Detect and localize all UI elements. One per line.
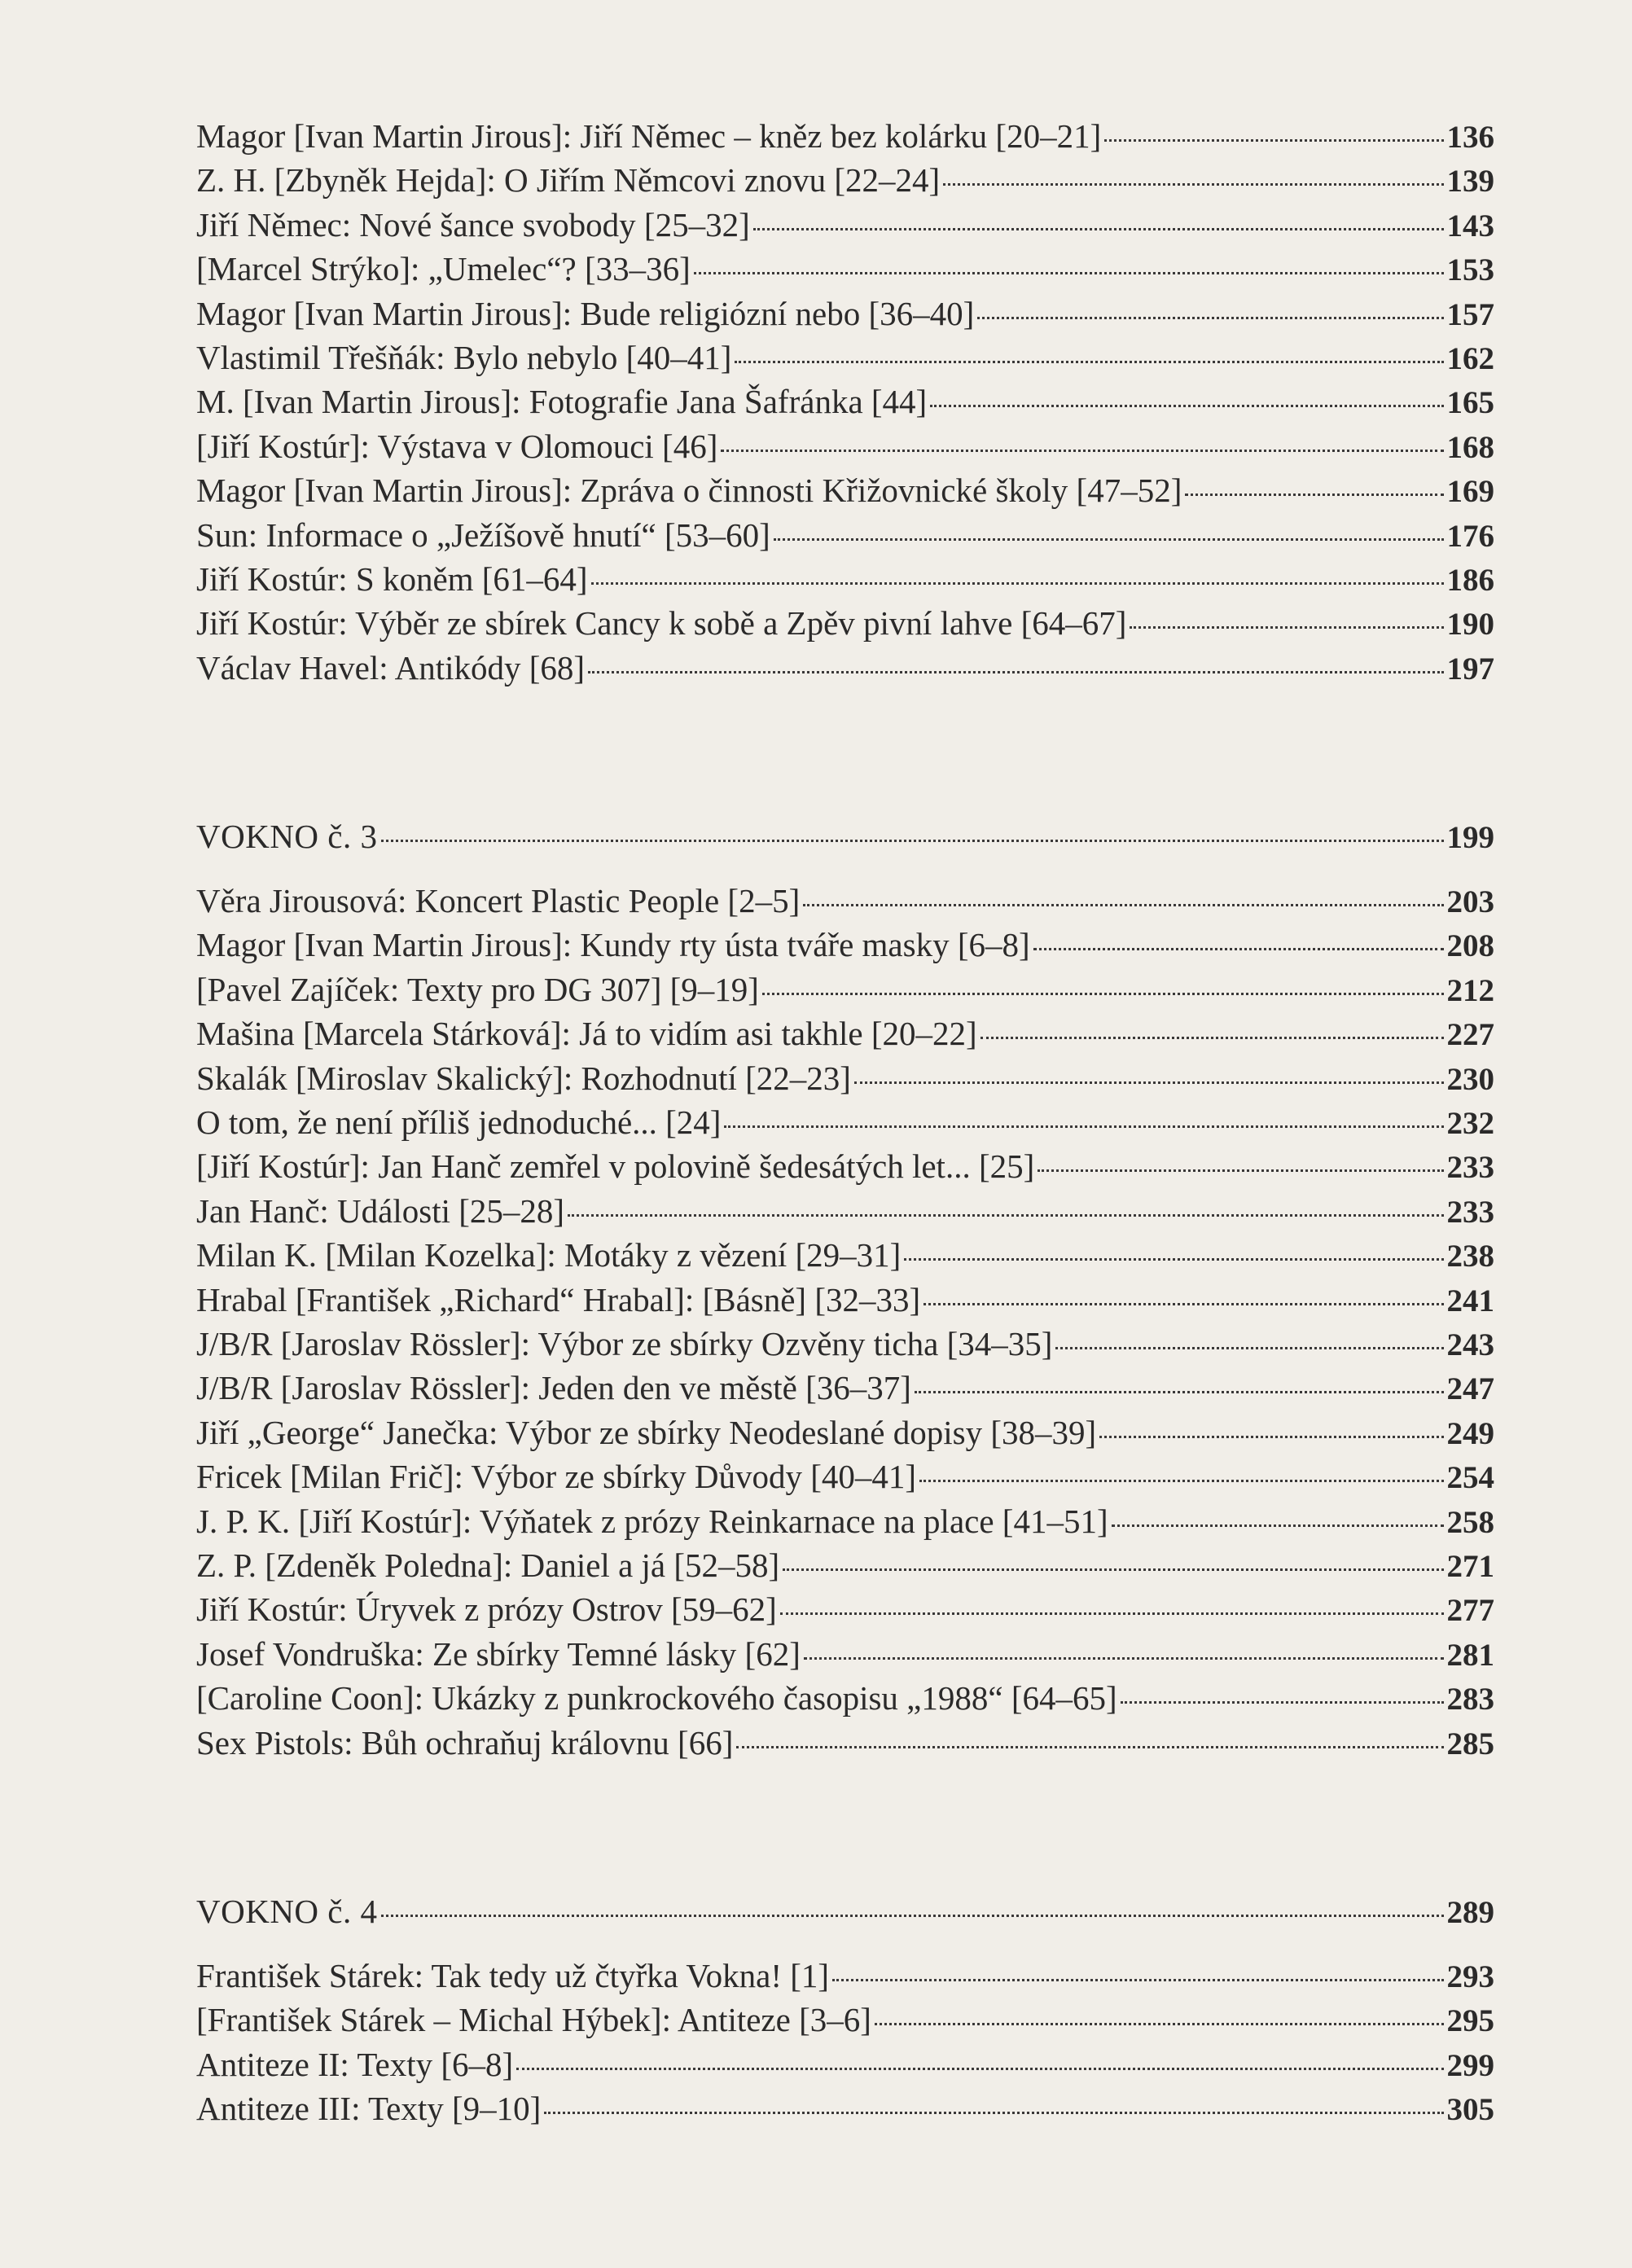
toc-leader-dots (919, 1480, 1443, 1482)
toc-leader-dots (1185, 494, 1443, 496)
toc-entry-title: Mašina [Marcela Stárková]: Já to vidím asi takhle [20–22] (196, 1015, 977, 1053)
toc-entry (196, 513, 1494, 557)
toc-entry (196, 1100, 1494, 1144)
toc-entry-title: J. P. K. [Jiří Kostúr]: Výňatek z prózy Reinkarnace na place [41–51] (196, 1502, 1108, 1540)
toc-entry (196, 114, 1494, 158)
toc-section-vokno-4 (196, 1887, 1494, 2131)
toc-entry-page: 243 (1446, 1327, 1494, 1362)
toc-entry-title: Magor [Ivan Martin Jirous]: Zpráva o činnosti Křižovnické školy [47–52] (196, 472, 1182, 510)
toc-entry-title: O tom, že není příliš jednoduché... [24] (196, 1103, 722, 1142)
toc-entry (196, 1954, 1494, 1998)
toc-entry (196, 1543, 1494, 1587)
toc-leader-dots (568, 1214, 1443, 1217)
toc-leader-dots (591, 582, 1444, 585)
toc-entry-page: 139 (1446, 164, 1494, 200)
toc-entry-page: 271 (1446, 1548, 1494, 1584)
toc-entry-page: 299 (1446, 2047, 1494, 2083)
toc-entry-title: Jiří Němec: Nové šance svobody [25–32] (196, 205, 750, 243)
toc-entry (196, 379, 1494, 423)
section-heading (196, 1887, 1494, 1936)
toc-leader-dots (915, 1391, 1444, 1393)
toc-leader-dots (753, 228, 1444, 230)
toc-leader-dots (544, 2112, 1443, 2114)
toc-entry-page: 285 (1446, 1726, 1494, 1761)
toc-entry-title: Magor [Ivan Martin Jirous]: Bude religiózní nebo [36–40] (196, 294, 975, 332)
toc-entry-page: 162 (1446, 340, 1494, 376)
toc-entry-title: Jiří „George“ Janečka: Výbor ze sbírky Neodeslané dopisy [38–39] (196, 1413, 1097, 1451)
toc-entry-page: 293 (1446, 1959, 1494, 1994)
toc-entry-page: 190 (1446, 607, 1494, 643)
toc-entry-page: 227 (1446, 1017, 1494, 1053)
toc-entry-title: J/B/R [Jaroslav Rössler]: Jeden den ve městě [36–37] (196, 1369, 911, 1407)
toc-entry-title: [Jiří Kostúr]: Výstava v Olomouci [46] (196, 427, 718, 465)
toc-entry-page: 305 (1446, 2092, 1494, 2128)
toc-leader-dots (1112, 1524, 1444, 1527)
toc-entry (196, 2086, 1494, 2130)
toc-entry (196, 1721, 1494, 1765)
toc-leader-dots (694, 272, 1444, 274)
toc-entry-page: 168 (1446, 429, 1494, 465)
toc-leader-dots (721, 450, 1443, 452)
toc-leader-dots (735, 361, 1443, 363)
toc-entry (196, 1454, 1494, 1498)
toc-leader-dots (803, 904, 1443, 906)
toc-entry-title: Václav Havel: Antikódy [68] (196, 648, 586, 687)
toc-entry-title: Magor [Ivan Martin Jirous]: Jiří Němec – kněz bez kolárku [20–21] (196, 117, 1102, 155)
toc-entry-title: M. [Ivan Martin Jirous]: Fotografie Jana Šafránka [44] (196, 383, 928, 421)
toc-entry-page: 232 (1446, 1106, 1494, 1142)
toc-entry (196, 468, 1494, 512)
toc-entry-page: 197 (1446, 651, 1494, 687)
toc-entry-title: [Caroline Coon]: Ukázky z punkrockového časopisu „1988“ [64–65] (196, 1679, 1117, 1717)
toc-entry-title: Antiteze III: Texty [9–10] (196, 2090, 542, 2128)
toc-leader-dots (783, 1568, 1443, 1571)
toc-leader-dots (977, 317, 1443, 319)
toc-leader-dots (1104, 139, 1443, 142)
toc-entry (196, 424, 1494, 468)
toc-leader-dots (923, 1303, 1443, 1305)
toc-entry-page: 157 (1446, 296, 1494, 332)
toc-entry (196, 879, 1494, 923)
toc-entry-page: 295 (1446, 2003, 1494, 2039)
toc-entry (196, 1144, 1494, 1188)
toc-entry (196, 1366, 1494, 1410)
toc-block-continuation (196, 114, 1494, 690)
toc-leader-dots (943, 183, 1443, 186)
toc-entry-page: 281 (1446, 1637, 1494, 1673)
toc-leader-dots (1130, 626, 1443, 629)
toc-entry-page: 233 (1446, 1150, 1494, 1186)
toc-entry-title: Skalák [Miroslav Skalický]: Rozhodnutí [22–23] (196, 1059, 851, 1097)
toc-entry-title: Sun: Informace o „Ježíšově hnutí“ [53–60] (196, 515, 770, 554)
toc-entry-page: 136 (1446, 120, 1494, 155)
section-heading-title: VOKNO č. 3 (196, 818, 378, 856)
toc-entry (196, 1056, 1494, 1100)
toc-entry-page: 203 (1446, 884, 1494, 920)
section-heading (196, 812, 1494, 861)
toc-entry-page: 169 (1446, 474, 1494, 510)
toc-entry-title: [Jiří Kostúr]: Jan Hanč zemřel v polovině šedesátých let... [25] (196, 1147, 1035, 1186)
toc-leader-dots (854, 1081, 1444, 1084)
toc-leader-dots (381, 840, 1444, 842)
toc-entry (196, 967, 1494, 1011)
toc-leader-dots (736, 1746, 1443, 1748)
toc-section-vokno-3 (196, 812, 1494, 1765)
toc-leader-dots (724, 1125, 1443, 1128)
toc-leader-dots (516, 2068, 1443, 2070)
toc-entry-page: 277 (1446, 1593, 1494, 1629)
toc-entry-title: J/B/R [Jaroslav Rössler]: Výbor ze sbírky Ozvěny ticha [34–35] (196, 1324, 1053, 1362)
toc-leader-dots (981, 1037, 1444, 1039)
toc-leader-dots (780, 1612, 1444, 1615)
toc-entry (196, 601, 1494, 645)
toc-entry-title: Sex Pistols: Bůh ochraňuj královnu [66] (196, 1723, 734, 1761)
toc-entry (196, 646, 1494, 690)
toc-leader-dots (774, 538, 1444, 541)
toc-entry-title: [Pavel Zajíček: Texty pro DG 307] [9–19] (196, 970, 759, 1008)
section-heading-page: 289 (1446, 1894, 1494, 1930)
toc-entry (196, 1998, 1494, 2042)
toc-entry (196, 1632, 1494, 1676)
toc-entry-title: Milan K. [Milan Kozelka]: Motáky z vězení [29–31] (196, 1236, 902, 1274)
toc-entry (196, 1499, 1494, 1543)
toc-entry-title: Jiří Kostúr: Výběr ze sbírek Cancy k sobě a Zpěv pivní lahve [64–67] (196, 604, 1127, 643)
toc-entry-page: 241 (1446, 1283, 1494, 1318)
toc-leader-dots (832, 1979, 1443, 1981)
toc-entry (196, 203, 1494, 247)
toc-entry (196, 1011, 1494, 1055)
toc-entry (196, 247, 1494, 291)
toc-entry-title: František Stárek: Tak tedy už čtyřka Vokna! [1] (196, 1956, 830, 1994)
toc-leader-dots (875, 2023, 1444, 2025)
toc-leader-dots (381, 1915, 1444, 1917)
toc-entry (196, 1322, 1494, 1366)
toc-leader-dots (804, 1657, 1444, 1660)
toc-entry-page: 283 (1446, 1682, 1494, 1717)
toc-entry-page: 230 (1446, 1061, 1494, 1097)
toc-entry (196, 1587, 1494, 1631)
toc-entry (196, 1410, 1494, 1454)
toc-leader-dots (762, 993, 1444, 995)
toc-entry (196, 923, 1494, 967)
toc-entry-page: 153 (1446, 252, 1494, 288)
toc-entry-page: 254 (1446, 1460, 1494, 1496)
toc-entry-title: Jan Hanč: Události [25–28] (196, 1191, 565, 1230)
toc-entry-page: 247 (1446, 1371, 1494, 1407)
toc-entry-page: 208 (1446, 928, 1494, 964)
toc-entry-page: 258 (1446, 1504, 1494, 1540)
toc-entry-page: 238 (1446, 1239, 1494, 1274)
toc-entry-page: 143 (1446, 208, 1494, 243)
toc-entry-title: Jiří Kostúr: Úryvek z prózy Ostrov [59–62] (196, 1590, 777, 1629)
toc-entry-title: Z. H. [Zbyněk Hejda]: O Jiřím Němcovi znovu [22–24] (196, 161, 941, 200)
toc-entry (196, 1189, 1494, 1233)
toc-leader-dots (904, 1258, 1443, 1261)
toc-entry-title: Josef Vondruška: Ze sbírky Temné lásky [62] (196, 1634, 801, 1673)
section-heading-title: VOKNO č. 4 (196, 1892, 378, 1930)
toc-leader-dots (588, 671, 1443, 673)
toc-entry-title: [František Stárek – Michal Hýbek]: Antiteze [3–6] (196, 2001, 871, 2039)
toc-entry-page: 176 (1446, 518, 1494, 554)
toc-entry-title: Fricek [Milan Frič]: Výbor ze sbírky Důvody [40–41] (196, 1458, 917, 1496)
toc-entry-title: [Marcel Strýko]: „Umelec“? [33–36] (196, 250, 691, 288)
toc-entry (196, 1233, 1494, 1277)
toc-entry (196, 557, 1494, 601)
toc-entry-title: Hrabal [František „Richard“ Hrabal]: [Básně] [32–33] (196, 1280, 921, 1318)
toc-leader-dots (1033, 948, 1444, 950)
toc-entry-title: Z. P. [Zdeněk Poledna]: Daniel a já [52–58] (196, 1546, 780, 1584)
toc-entry-title: Antiteze II: Texty [6–8] (196, 2045, 514, 2083)
toc-entry (196, 1676, 1494, 1720)
toc-leader-dots (1038, 1169, 1443, 1172)
toc-entry (196, 158, 1494, 202)
toc-entry-title: Vlastimil Třešňák: Bylo nebylo [40–41] (196, 338, 732, 376)
toc-leader-dots (930, 405, 1443, 407)
toc-leader-dots (1055, 1347, 1443, 1349)
toc-entry (196, 336, 1494, 379)
toc-entry-page: 212 (1446, 972, 1494, 1008)
section-heading-page: 199 (1446, 820, 1494, 856)
toc-leader-dots (1099, 1436, 1443, 1438)
toc-entry-title: Věra Jirousová: Koncert Plastic People [2–5] (196, 882, 801, 920)
toc-entry-title: Jiří Kostúr: S koněm [61–64] (196, 559, 588, 598)
toc-entry (196, 2042, 1494, 2086)
toc-leader-dots (1121, 1701, 1444, 1704)
toc-entry (196, 1278, 1494, 1322)
toc-entry-title: Magor [Ivan Martin Jirous]: Kundy rty ústa tváře masky [6–8] (196, 926, 1030, 964)
table-of-contents (196, 114, 1494, 2130)
toc-entry-page: 249 (1446, 1415, 1494, 1451)
toc-entry-page: 165 (1446, 385, 1494, 421)
toc-entry-page: 233 (1446, 1194, 1494, 1230)
toc-entry-page: 186 (1446, 562, 1494, 598)
toc-entry (196, 292, 1494, 336)
